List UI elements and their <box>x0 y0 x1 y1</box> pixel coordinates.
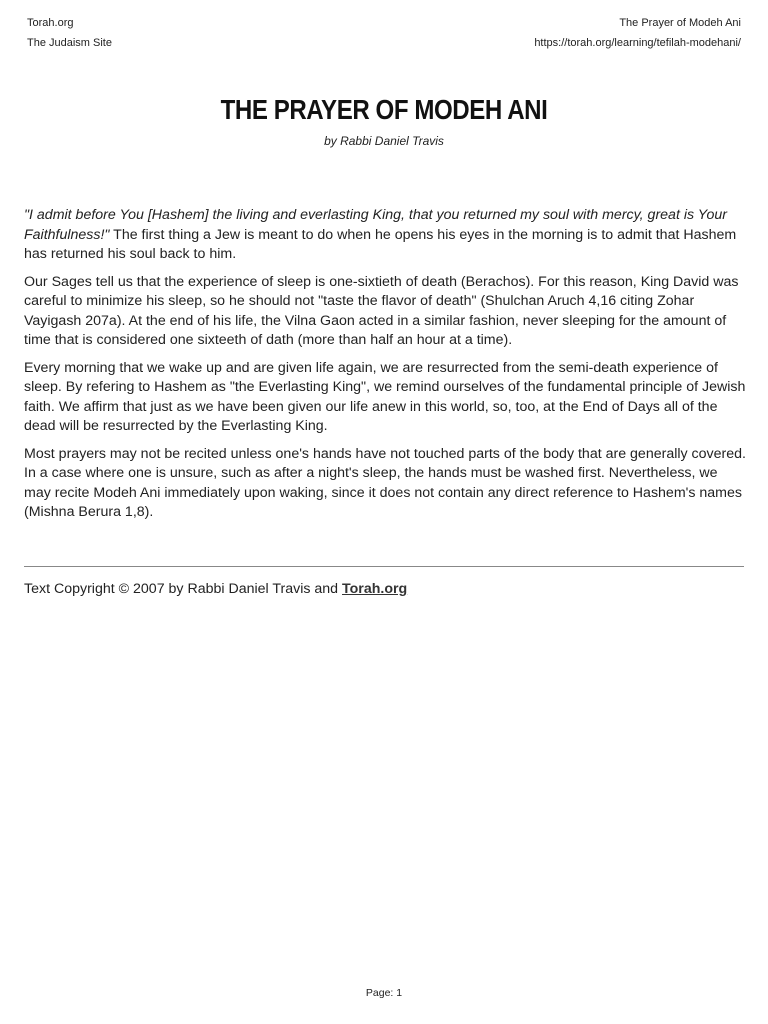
paragraph-1 <box>24 206 746 265</box>
divider <box>24 566 744 567</box>
paragraph-3: Every morning that we wake up and are given life again, we are resurrected from the semi-death experience of sleep. By refering to Hashem as "the Everlasting King", we remind ourselves of the fundamental principle of Jewish faith. We affirm that just as we have been given our life anew in this world, so, too, at the End of Days all of the dead will be resurrected by the Everlasting King. <box>24 359 746 434</box>
page-number: Page: 1 <box>365 987 403 999</box>
opening-quote: "I admit before You [Hashem] the living and everlasting King, that you returned my soul with mercy, great is Your Faithfulness!" <box>24 207 727 243</box>
article-title: THE PRAYER OF MODEH ANI <box>220 94 548 125</box>
paragraph-4: Most prayers may not be recited unless one's hands have not touched parts of the body that are generally covered. In a case where one is unsure, such as after a night's sleep, the hands must be washed first. Nevertheless, we may recite Modeh Ani immediately upon waking, since it does not contain any direct reference to Hashem's names (Mishna Berura 1,8). <box>24 445 746 520</box>
page-url: https://torah.org/learning/tefilah-modehani/ <box>534 37 741 49</box>
copyright-text: Text Copyright © 2007 by Rabbi Daniel Travis and <box>24 581 343 597</box>
copyright-notice <box>24 579 407 599</box>
site-name: Torah.org <box>27 17 74 29</box>
header-left <box>27 13 112 53</box>
site-tagline: The Judaism Site <box>27 37 112 49</box>
torah-org-link[interactable]: Torah.org <box>342 581 408 597</box>
paragraph-1-text: The first thing a Jew is meant to do when he opens his eyes in the morning is to admit that Hashem has returned his soul back to him. <box>24 226 737 262</box>
paragraph-2: Our Sages tell us that the experience of sleep is one-sixtieth of death (Berachos). For this reason, King David was careful to minimize his sleep, so he should not "taste the flavor of death" (Shulchan Aruch 4,16 citing Zohar Vayigash 207a). At the end of his life, the Vilna Gaon acted in a similar fashion, never sleeping for the amount of time that is considered one sixteeth of dath (more than half an hour at a time). <box>24 273 739 348</box>
article-byline: by Rabbi Daniel Travis <box>324 134 444 148</box>
article-body <box>24 206 746 531</box>
page-title-header: The Prayer of Modeh Ani <box>619 17 741 29</box>
header-right <box>534 13 741 53</box>
